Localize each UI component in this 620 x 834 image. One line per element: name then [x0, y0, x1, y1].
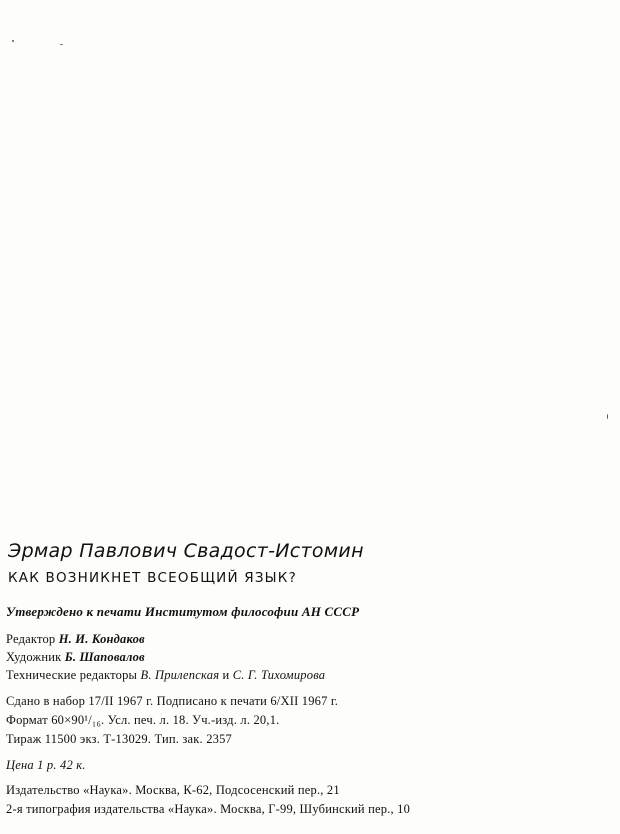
print-info-line-3: Тираж 11500 экз. Т-13029. Тип. зак. 2357 — [6, 732, 233, 746]
printer-line: 2-я типография издательства «Наука». Москва, Г-99, Шубинский пер., 10 — [6, 802, 411, 816]
editor-line — [6, 632, 145, 647]
author-name: Эрмар Павлович Свадост-Истомин — [8, 540, 364, 562]
editor-label: Редактор — [6, 632, 56, 646]
price-line: Цена 1 р. 42 к. — [6, 758, 86, 772]
editor-name: Н. И. Кондаков — [58, 632, 145, 646]
publisher-line: Издательство «Наука». Москва, К-62, Подсосенский пер., 21 — [6, 783, 340, 797]
tech-editors-label: Технические редакторы — [6, 668, 138, 682]
tech-editor-1: В. Прилепская — [140, 668, 220, 682]
paper-speck — [12, 40, 14, 42]
tech-editors-conj: и — [222, 668, 230, 682]
paper-speck — [60, 44, 63, 45]
artist-label: Художник — [6, 650, 62, 664]
tech-editor-2: С. Г. Тихомирова — [232, 668, 326, 682]
book-title: КАК ВОЗНИКНЕТ ВСЕОБЩИЙ ЯЗЫК? — [8, 570, 297, 586]
artist-line — [6, 650, 145, 665]
approval-line: Утверждено к печати Институтом философии АН СССР — [6, 604, 360, 619]
tech-editors-line — [6, 668, 325, 683]
print-info-line-2: Формат 60×90¹/₁₆. Усл. печ. л. 18. Уч.-изд. л. 20,1. — [6, 713, 280, 727]
paper-speck — [607, 414, 608, 419]
print-info-line-1: Сдано в набор 17/II 1967 г. Подписано к печати 6/XII 1967 г. — [6, 694, 339, 708]
artist-name: Б. Шаповалов — [64, 650, 145, 664]
